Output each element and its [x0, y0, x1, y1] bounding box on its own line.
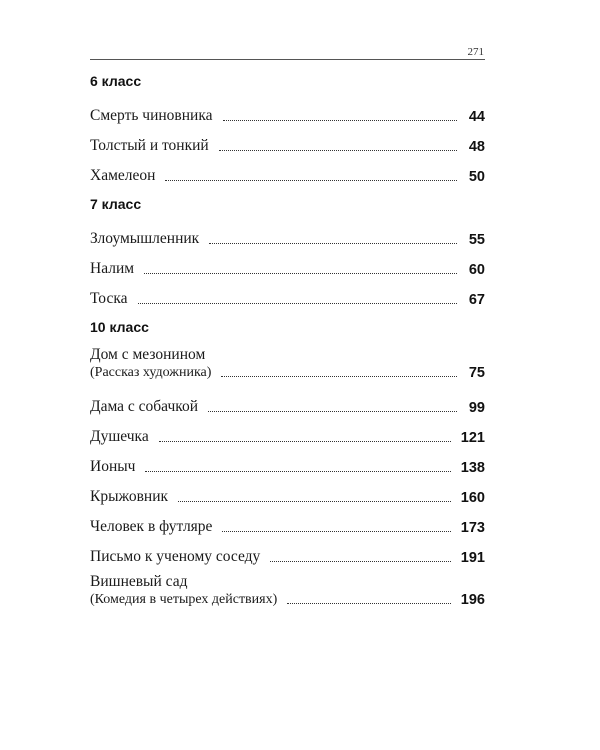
- section-heading-7: 7 класс: [90, 196, 142, 212]
- entry-title: Дом с мезонином: [90, 346, 206, 363]
- entry-title: Смерть чиновника: [90, 107, 213, 124]
- header-rule: [90, 59, 485, 60]
- dot-leader: [223, 119, 457, 121]
- entry-title: Человек в футляре: [90, 518, 213, 535]
- dot-leader: [145, 470, 450, 472]
- entry-title: Вишневый сад: [90, 573, 188, 590]
- entry-page: 60: [468, 262, 485, 278]
- entry-page: 44: [468, 109, 485, 125]
- toc-entry[interactable]: [90, 278, 485, 308]
- dot-leader: [138, 302, 458, 304]
- dot-leader: [208, 410, 457, 412]
- entry-page: 67: [468, 292, 485, 308]
- entry-page: 138: [460, 460, 485, 476]
- dot-leader: [209, 242, 457, 244]
- entry-page: 50: [468, 169, 485, 185]
- entry-title: Ионыч: [90, 458, 136, 475]
- entry-page: 75: [468, 365, 485, 381]
- entry-title: Письмо к ученому соседу: [90, 548, 261, 565]
- dot-leader: [159, 440, 451, 442]
- entry-page: 160: [460, 490, 485, 506]
- dot-leader: [270, 560, 451, 562]
- entry-page: 121: [460, 430, 485, 446]
- toc-entry[interactable]: [90, 416, 485, 446]
- entry-subtitle: (Рассказ художника): [90, 365, 212, 380]
- page-number: 271: [467, 46, 484, 58]
- entry-title: Душечка: [90, 428, 149, 445]
- entry-page: 55: [468, 232, 485, 248]
- section-heading-6: 6 класс: [90, 73, 142, 89]
- entry-page: 48: [468, 139, 485, 155]
- entry-title: Дама с собачкой: [90, 398, 199, 415]
- dot-leader: [178, 500, 451, 502]
- entry-page: 196: [460, 592, 485, 608]
- toc-entry[interactable]: [90, 125, 485, 155]
- dot-leader: [287, 602, 451, 604]
- table-of-contents: [90, 68, 485, 613]
- entry-title: Крыжовник: [90, 488, 169, 505]
- dot-leader: [144, 272, 457, 274]
- dot-leader: [222, 530, 450, 532]
- toc-entry[interactable]: [90, 506, 485, 536]
- entry-title: Тоска: [90, 290, 128, 307]
- toc-entry[interactable]: [90, 536, 485, 566]
- entry-page: 191: [460, 550, 485, 566]
- toc-entry[interactable]: [90, 218, 485, 248]
- dot-leader: [221, 375, 457, 377]
- entry-title: Толстый и тонкий: [90, 137, 209, 154]
- toc-entry[interactable]: [90, 446, 485, 476]
- entry-title: Злоумышленник: [90, 230, 200, 247]
- dot-leader: [219, 149, 457, 151]
- section-heading-10: 10 класс: [90, 319, 149, 335]
- entry-page: 99: [468, 400, 485, 416]
- entry-subtitle: (Комедия в четырех действиях): [90, 592, 278, 607]
- toc-entry[interactable]: [90, 95, 485, 125]
- dot-leader: [165, 179, 457, 181]
- toc-entry[interactable]: [90, 345, 485, 386]
- entry-title: Хамелеон: [90, 167, 156, 184]
- toc-entry[interactable]: [90, 572, 485, 613]
- entry-page: 173: [460, 520, 485, 536]
- toc-entry[interactable]: [90, 248, 485, 278]
- toc-entry[interactable]: [90, 155, 485, 185]
- toc-entry[interactable]: [90, 476, 485, 506]
- toc-entry[interactable]: [90, 386, 485, 416]
- entry-title: Налим: [90, 260, 135, 277]
